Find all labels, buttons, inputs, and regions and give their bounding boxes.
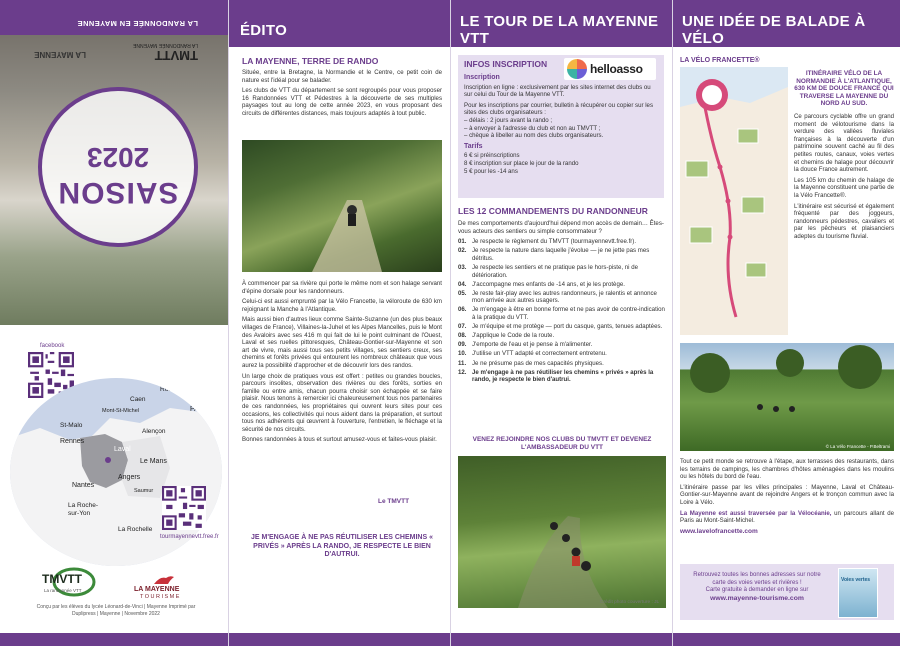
commandment-text: Je reste fair-play avec les autres randonneurs, je ralentis et annonce mon arrivée aux autres usagers.: [472, 289, 657, 305]
edito-p7: Bonnes randonnées à tous et surtout amusez-vous et faites-vous plaisir.: [242, 436, 437, 444]
city-nantes: Nantes: [72, 482, 95, 489]
saison-badge: [38, 87, 198, 247]
guide-title: Voies vertes: [841, 577, 871, 583]
velofrancette-link[interactable]: www.lavelofrancette.com: [680, 527, 758, 535]
horse-icon: [152, 574, 176, 586]
commandment-item: [458, 247, 666, 262]
inscription-3: – délais : 2 jours avant la rando ;: [464, 116, 553, 124]
balade-panel: [672, 0, 900, 646]
inscription-5: – chèque à libeller au nom des clubs organisateurs.: [464, 132, 604, 140]
inscription-4: – à envoyer à l'adresse du club et non au TMVTT ;: [464, 124, 601, 132]
fold-line: [228, 0, 229, 646]
commandment-text: J'emporte de l'eau et je pense à m'alimenter.: [472, 341, 593, 349]
commandment-text: Je ne présume pas de mes capacités physiques.: [472, 359, 604, 367]
discover-1: Retrouvez toutes les bonnes adresses sur notre carte des voies vertes et rivières !: [693, 572, 821, 586]
infos-inscription-box: [458, 55, 664, 198]
website-link[interactable]: tourmayennevtt.free.fr: [160, 534, 219, 540]
commandment-number: 09.: [458, 341, 467, 349]
cyclist-illustration: [242, 140, 442, 272]
commandment-text: Je m'engage à ne pas réutiliser les chemins « privés » après la rando, je respecte le bien d'autrui.: [472, 368, 654, 384]
cover-tmvtt-text: TMVTT: [154, 48, 198, 63]
balade-p4: Tout ce petit monde se retrouve à l'étape, aux terrasses des restaurants, dans les terrains de campings, les chambres d'hôtes aménagées dans les moulins ou les hôtels du bord de l'eau.: [680, 458, 894, 481]
commandment-number: 05.: [458, 289, 467, 297]
commandment-item: [458, 281, 666, 289]
commandment-number: 04.: [458, 280, 467, 288]
website-qr-code[interactable]: [162, 486, 206, 530]
commandment-number: 01.: [458, 238, 467, 246]
commandment-item: [458, 290, 666, 305]
edito-p4: Celui-ci est aussi emprunté par la Vélo Francette, la véloroute de 630 km rejoignant la Manche à l'Atlantique.: [242, 298, 442, 313]
forest-bike-photo: [242, 140, 442, 272]
tmvtt-logo-sub: La randonnée VTT: [44, 588, 82, 593]
qr-icon: [162, 486, 206, 530]
cyclists-field-photo: [680, 343, 894, 451]
commandment-number: 11.: [458, 359, 467, 367]
riders-illustration: [458, 456, 666, 608]
edito-content: [242, 56, 442, 121]
itinerary-highlight: ITINÉRAIRE VÉLO DE LA NORMANDIE À L'ATLANTIQUE, 630 KM DE DOUCE FRANCE QUI TRAVERSE LA MAYENNE DU NORD AU SUD.: [794, 70, 894, 108]
saison-text: SAISON: [57, 176, 179, 209]
cover-photo: [0, 13, 228, 325]
tarif-3: 5 € pour les -14 ans: [464, 167, 518, 175]
balade-p2: Les 105 km du chemin de halage de la Mayenne constituent une partie de la Vélo Francette®.: [794, 176, 894, 199]
commandment-item: [458, 332, 666, 340]
commandment-number: 02.: [458, 247, 467, 255]
discover-box: [680, 564, 894, 620]
edito-intro: [242, 69, 442, 118]
tarif-2: 8 € inscription sur place le jour de la rando: [464, 159, 579, 167]
helloasso-text: helloasso: [590, 62, 643, 76]
tour-panel: [450, 0, 672, 646]
commandment-number: 07.: [458, 323, 467, 331]
commandments-intro: De mes comportements d'aujourd'hui dépend mon accès de demain… Êtes-vous acteurs des sentiers ou simple consommateur ?: [458, 220, 664, 235]
edito-p3: À commencer par sa rivière qui porte le même nom et son halage servant d'épine dorsale pour les randonneurs.: [242, 280, 442, 295]
photo-credit: Crédit photo couverture : JL: [600, 600, 660, 605]
commandment-number: 06.: [458, 306, 467, 314]
commandment-item: [458, 238, 666, 246]
commandment-number: 03.: [458, 263, 467, 271]
infos-body: [464, 73, 660, 175]
tmvtt-logo-text: TMVTT: [42, 572, 82, 586]
mayenne-tourisme-logo: [134, 574, 194, 602]
commandment-item: [458, 323, 666, 331]
city-la-roche-sur-yon: La Roche-sur-Yon: [68, 502, 98, 517]
inscription-2: Pour les inscriptions par courrier, bulletin à récupérer ou copier sur les sites des clubs organisateurs :: [464, 101, 653, 117]
edito-p5: Mais aussi bien d'autres lieux comme Sainte-Suzanne (un des plus beaux villages de France), Villaines-la-Juhel et les Alpes Mancelles, puis le Mont des Avaloirs avec ses 416 m qui fait de lui le point culminant de l'Ouest, Laval et ses ruelles pittoresques, Château-Gontier-sur-Mayenne et son art de vivre, mais aussi tous ses petits villages, ses sentiers creux, ses chemins et forêts privées qui entourent les nombreux châteaux que vous aurez la possibilité d'approcher et de découvrir lors des randos.: [242, 316, 442, 369]
photo-caption: © La Vélo Francette - P.Beltrami: [825, 444, 890, 449]
commandment-item: [458, 341, 666, 349]
top-bar: [672, 0, 900, 13]
balade-p3: L'itinéraire est sécurisé et également fréquenté par des joggeurs, randonneurs pédestres, cavaliers et par les pêcheurs et plaisanciers adeptes du tourisme fluvial.: [794, 202, 894, 240]
join-clubs-cta: VENEZ REJOINDRE NOS CLUBS DU TMVTT ET DEVENEZ L'AMBASSADEUR DU VTT: [472, 436, 652, 451]
commandment-item: [458, 350, 666, 358]
commandment-text: Je respecte les sentiers et ne pratique pas le hors-piste, ni de détérioration.: [472, 263, 638, 279]
velo-francette-text: [794, 113, 894, 241]
route-map-illustration: [680, 67, 788, 335]
discover-2: Carte gratuite à demander en ligne sur: [705, 587, 809, 594]
inscription-label: Inscription: [464, 74, 500, 81]
velo-francette-map: [680, 67, 788, 335]
edito-p6: Un large choix de pratiques vous est offert : petites ou grandes boucles, parcours insolites, observation des rivières ou des forêts, sorties en famille ou entre amis, chacun pourra choisir son échappée et se faire plaisir. Nous tenons à remercier ici chaleureusement tous nos partenaires de ces randonnées, les propriétaires qui ouvrent leurs sites pour ces occasions, les collectivités qui nous aident dans la préparation, et surtout tous nos adhérents qui œuvrent à l'ouverture, l'entretien, le fléchage et la sécurité de nos circuits.: [242, 372, 442, 433]
commandment-item: [458, 360, 666, 368]
cyclists-illustration: [680, 343, 894, 451]
city-laval: Laval: [114, 446, 131, 453]
balade-p5: L'itinéraire passe par les villes principales : Mayenne, Laval et Château-Gontier-sur-Mayenne avant de rejoindre Angers et le tronçon commun avec la Loire à Vélo.: [680, 483, 894, 506]
edito-header: ÉDITO: [228, 13, 450, 47]
velo-francette-description: [794, 70, 894, 243]
commandment-text: J'utilise un VTT adapté et correctement entretenu.: [472, 350, 607, 358]
city-st-malo: St-Malo: [60, 422, 83, 429]
fold-line: [672, 0, 673, 646]
discover-text: [686, 572, 828, 602]
balade-p6: [680, 510, 894, 525]
fold-line: [450, 0, 451, 646]
commandment-text: Je m'équipe et me protège — port du casque, gants, tenues adaptées.: [472, 323, 663, 331]
edito-body: [242, 280, 442, 447]
city-la-rochelle: La Rochelle: [118, 526, 153, 533]
city-paris: PARIS: [190, 406, 211, 413]
tarifs-label: Tarifs: [464, 142, 483, 150]
bottom-bar: [450, 633, 672, 646]
cover-tmvtt-logo: [133, 42, 198, 63]
edito-signature: Le TMVTT: [378, 498, 410, 505]
bottom-bar: [672, 633, 900, 646]
top-bar: [450, 0, 672, 13]
location-map-area: [0, 336, 228, 581]
cover-rotated: [0, 13, 228, 325]
edito-title: LA MAYENNE, TERRE DE RANDO: [242, 56, 379, 66]
commandment-item: [458, 369, 666, 384]
commandments-section: [458, 206, 666, 385]
cover-panel: [0, 0, 228, 646]
edito-panel: [228, 0, 450, 646]
commandment-text: J'applique le Code de la route.: [472, 332, 555, 340]
tour-header: LE TOUR DE LA MAYENNE VTT: [450, 13, 672, 47]
city-angers: Angers: [118, 474, 141, 481]
facebook-label: facebook: [40, 343, 65, 349]
cover-mayenne: LA MAYENNE: [34, 50, 86, 59]
city-mont-st-michel: Mont-St-Michel: [102, 408, 139, 414]
city-rennes: Rennes: [60, 438, 85, 445]
engagement-statement: JE M'ENGAGE À NE PAS RÉUTILISER LES CHEMINS « PRIVÉS » APRÈS LA RANDO, JE RESPECTE LE BIEN D'AUTRUI.: [250, 534, 433, 558]
commandment-number: 08.: [458, 332, 467, 340]
bottom-bar: [228, 633, 450, 646]
print-credits: Conçu par les élèves du lycée Léonard-de-Vinci | Mayenne Imprimé par Duplipress | Mayenne | Novembre 2022: [36, 604, 196, 617]
velocenie-highlight: La Mayenne est aussi traversée par la Vélocéanie,: [680, 509, 832, 517]
commandment-number: 12.: [458, 368, 467, 376]
tmvtt-logo: [40, 566, 98, 606]
group-ride-photo: [458, 456, 666, 608]
balade-bottom-text: [680, 458, 894, 535]
inscription-1: Inscription en ligne : exclusivement par les sites internet des clubs ou sur celui du Tour de la Mayenne VTT.: [464, 83, 651, 99]
infos-title: INFOS INSCRIPTION: [464, 59, 548, 69]
edito-p1: Située, entre la Bretagne, la Normandie et le Centre, ce petit coin de nature est l'idéal pour se balader.: [242, 69, 442, 84]
balade-p1: Ce parcours cyclable offre un grand moment de vélotourisme dans la verdure des vallées fluviales françaises à la découverte d'un patrimoine souvent caché au fil des petites routes, canaux, voies vertes et chemins de halage pour découvrir la douce France autrement.: [794, 112, 894, 174]
voies-vertes-guide-cover: [838, 568, 878, 618]
commandment-text: Je respecte le règlement du TMVTT (tourmayennevtt.free.fr).: [472, 238, 637, 246]
top-bar: [228, 0, 450, 13]
cover-tmvtt-sub: LA RANDONNÉE MAYENNE: [133, 42, 198, 48]
bottom-bar: [0, 633, 228, 646]
cover-band: LA RANDONNÉE EN MAYENNE: [0, 13, 228, 35]
edito-p2: Les clubs de VTT du département se sont regroupés pour vous proposer 16 Randonnées VTT et Pédestres à la découverte de ses multiples paysages tout au long de cette année 2023, en vous proposant des circuits de différentes distances, mais toujours adaptés à tout public.: [242, 87, 442, 117]
city-le-mans: Le Mans: [140, 458, 167, 465]
city-rouen: Rouen: [160, 386, 180, 393]
saison-year: 2023: [86, 142, 150, 173]
commandment-number: 10.: [458, 350, 467, 358]
commandment-text: J'accompagne mes enfants de -14 ans, et je les protège.: [472, 280, 625, 288]
commandments-list: [458, 238, 666, 384]
commandments-title: LES 12 COMMANDEMENTS DU RANDONNEUR: [458, 206, 648, 216]
commandment-text: Je m'engage à être en bonne forme et ne pas avoir de contre-indication à la pratique du VTT.: [472, 306, 665, 322]
velo-francette-label: LA VÉLO FRANCETTE®: [680, 57, 760, 64]
city-alencon: Alençon: [142, 428, 166, 435]
commandment-text: Je respecte la nature dans laquelle j'évolue — je ne jette pas mes détritus.: [472, 247, 650, 262]
city-caen: Caen: [130, 396, 146, 403]
mayenne-logo-text: LA MAYENNE: [134, 586, 180, 593]
tarif-1: 6 € si préinscriptions: [464, 152, 520, 160]
commandment-item: [458, 264, 666, 279]
mayenne-logo-sub: TOURISME: [140, 594, 181, 600]
velocenie-rest: un parcours allant de Paris au Mont-Saint-Michel.: [680, 509, 894, 525]
balade-header: UNE IDÉE DE BALADE À VÉLO: [672, 13, 900, 47]
mayenne-tourisme-link[interactable]: www.mayenne-tourisme.com: [710, 594, 804, 602]
top-bar: [0, 0, 228, 13]
city-saumur: Saumur: [134, 488, 154, 494]
commandment-item: [458, 306, 666, 321]
